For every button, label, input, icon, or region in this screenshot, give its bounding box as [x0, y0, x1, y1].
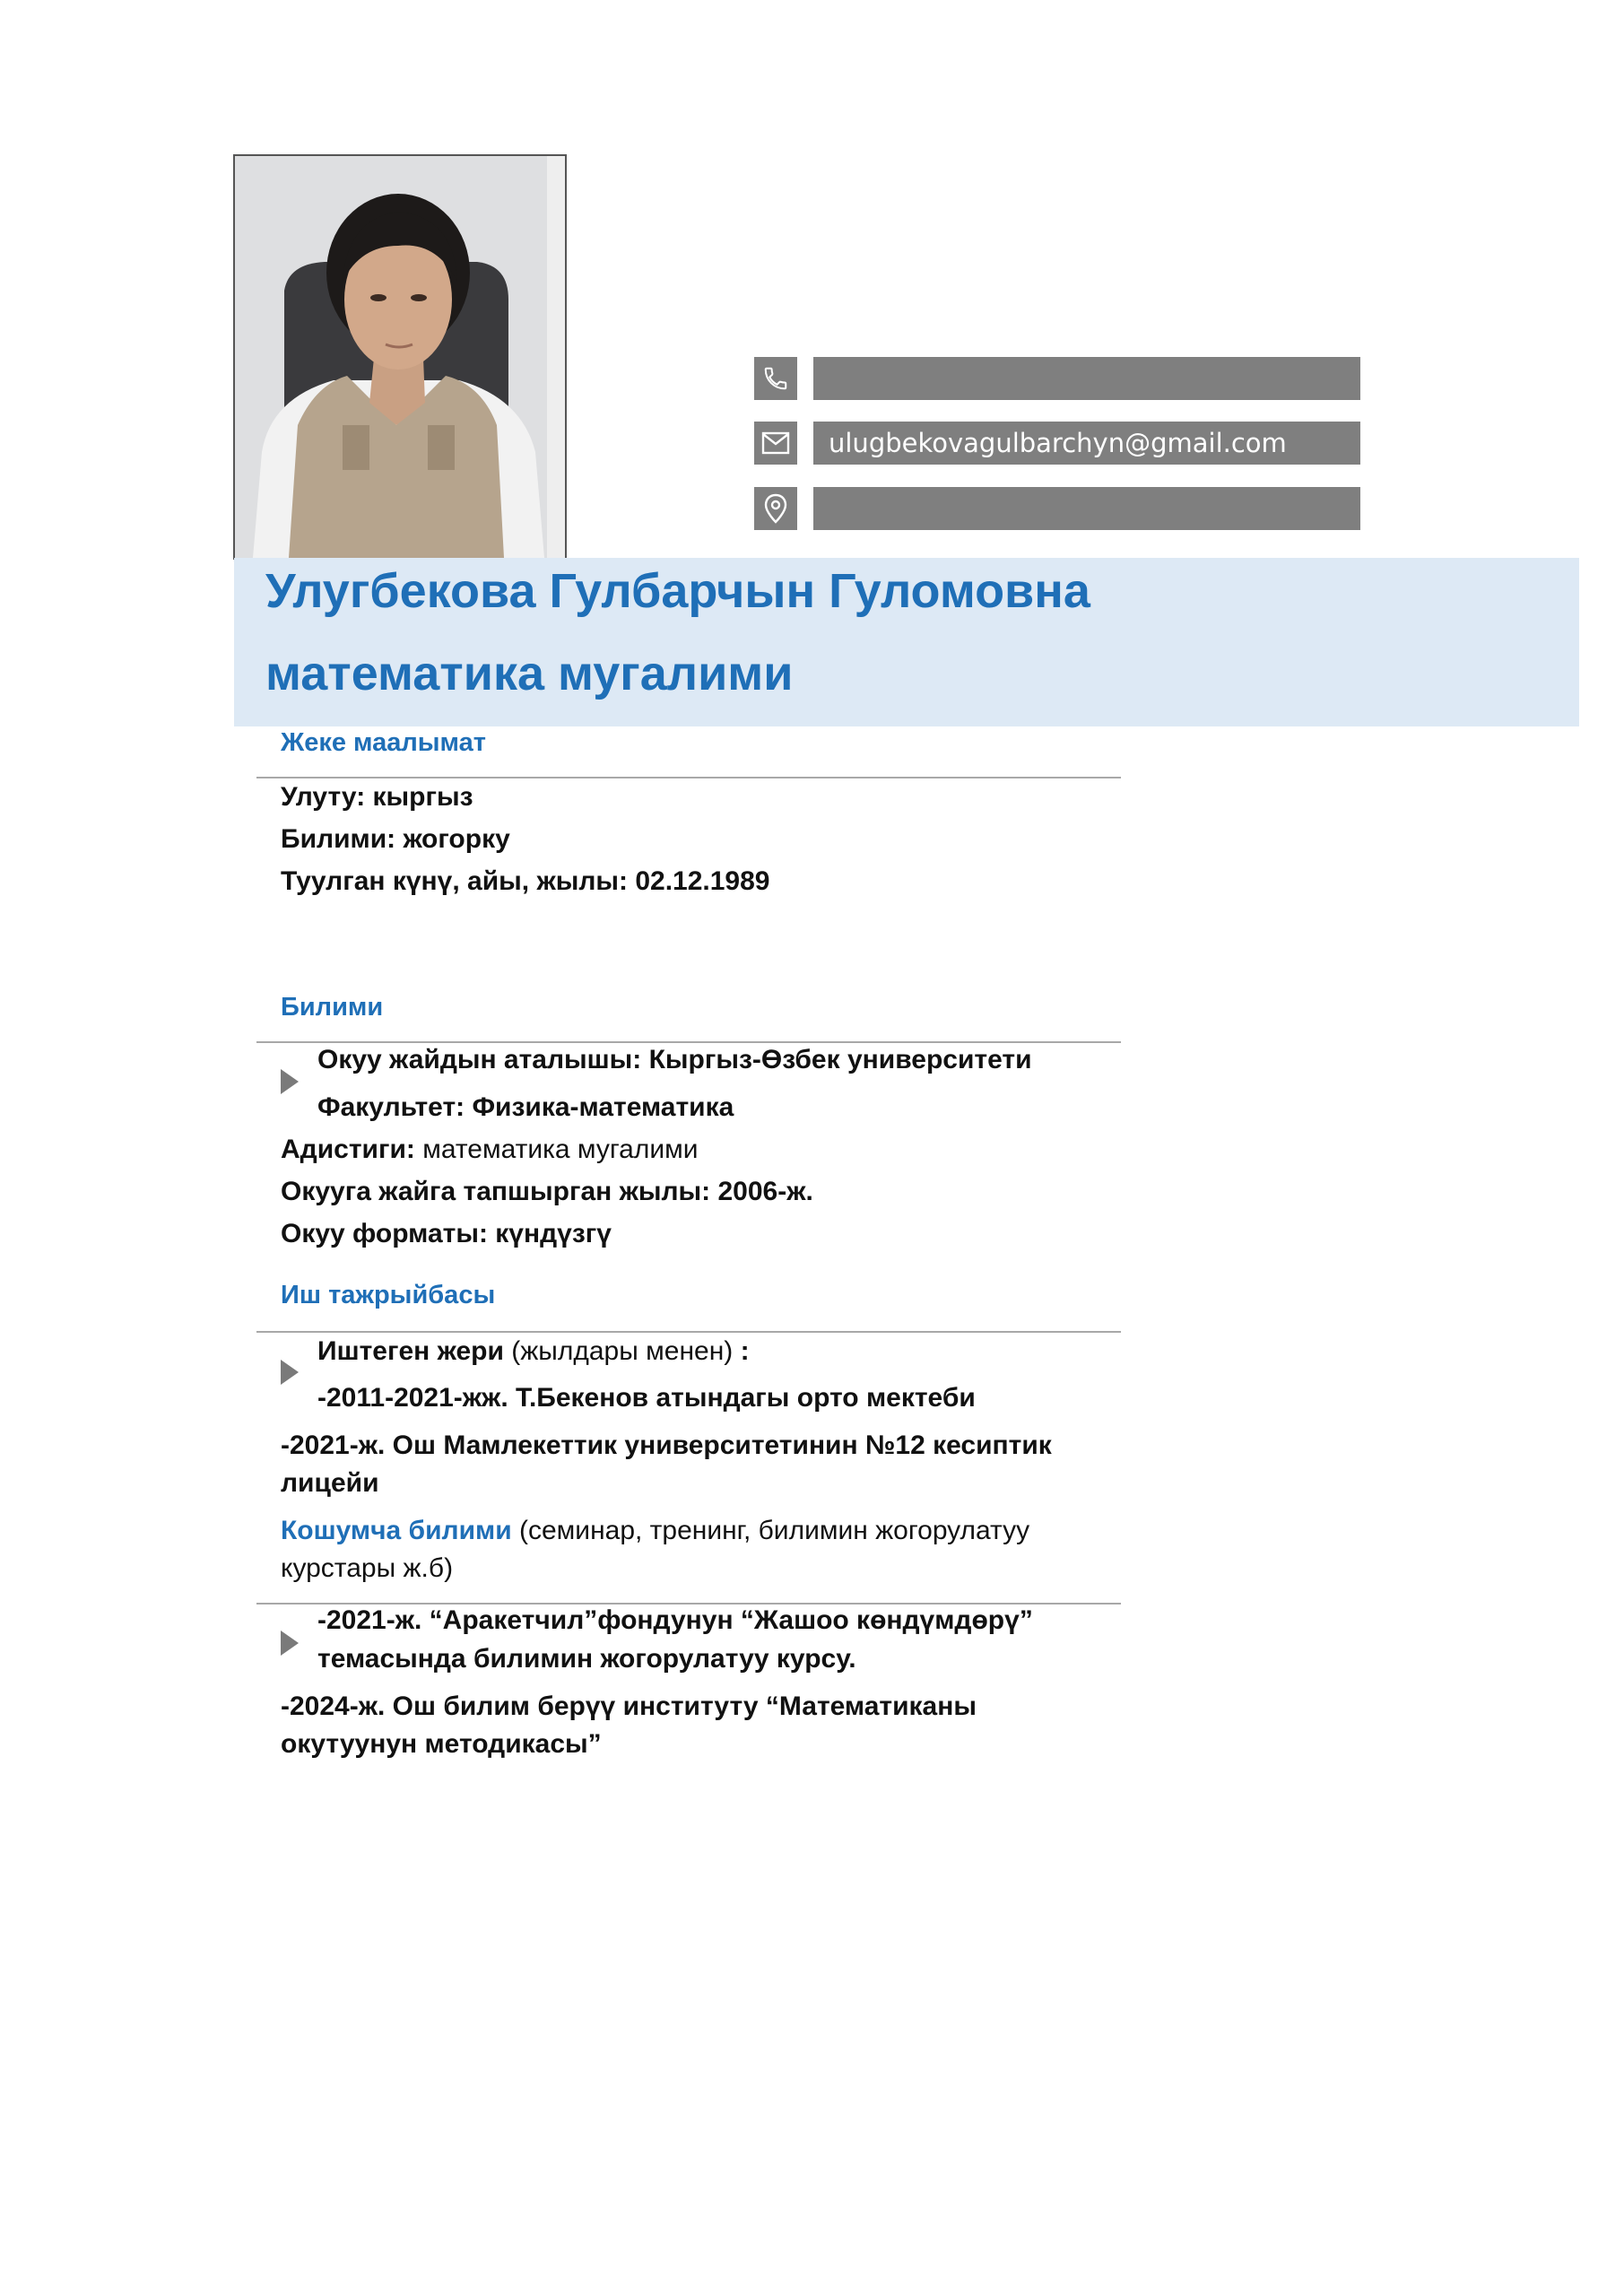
personal-line: Туулган күнү, айы, жылы: 02.12.1989	[281, 866, 770, 896]
section-extra-title: Кошумча билими	[281, 1516, 512, 1545]
experience-item: -2021-ж. Ош Мамлекеттик университетинин №12 кесиптик	[281, 1431, 1052, 1460]
experience-item-cont: лицейи	[281, 1468, 379, 1498]
section-extra-note-cont: курстары ж.б)	[281, 1553, 454, 1583]
education-enroll-year: Окууга жайга тапшырган жылы: 2006-ж.	[281, 1177, 813, 1206]
section-experience-title: Иш тажрыйбасы	[281, 1281, 496, 1309]
section-personal-title: Жеке маалымат	[281, 728, 486, 757]
education-format: Окуу форматы: күндүзгү	[281, 1219, 612, 1248]
section-education-title: Билими	[281, 993, 384, 1022]
section-divider	[256, 1041, 1121, 1043]
phone-field	[813, 357, 1360, 400]
section-extra-note: (семинар, тренинг, билимин жогорулатуу	[511, 1516, 1030, 1545]
job-title: математика мугалими	[265, 647, 794, 700]
specialty-value: математика мугалими	[414, 1135, 699, 1164]
section-extra-heading	[281, 1516, 1029, 1546]
education-school: Окуу жайдын аталышы: Кыргыз-Өзбек университети	[317, 1045, 1032, 1074]
experience-intro-note: (жылдары менен)	[503, 1336, 741, 1366]
experience-intro	[317, 1336, 750, 1367]
extra-item: -2021-ж. “Аракетчил”фондунун “Жашоо көндүмдөрү”	[317, 1605, 1033, 1635]
bullet-triangle-icon	[281, 1360, 299, 1385]
extra-item-cont: темасында билимин жогорулатуу курсу.	[317, 1644, 856, 1674]
experience-intro-label: Иштеген жери	[317, 1336, 504, 1366]
bullet-triangle-icon	[281, 1631, 299, 1656]
personal-line: Улуту: кыргыз	[281, 782, 473, 812]
education-specialty	[281, 1135, 699, 1165]
extra-item-cont: окутуунун методикасы”	[281, 1729, 602, 1759]
phone-icon	[754, 357, 797, 400]
extra-item: -2024-ж. Ош билим берүү институту “Математиканы	[281, 1692, 977, 1721]
full-name: Улугбекова Гулбарчын Гуломовна	[265, 564, 1090, 618]
education-faculty: Факультет: Физика-математика	[317, 1092, 734, 1122]
experience-intro-colon: :	[740, 1336, 750, 1366]
section-divider	[256, 1603, 1121, 1605]
location-pin-icon	[754, 487, 797, 530]
email-field: ulugbekovagulbarchyn@gmail.com	[813, 422, 1360, 465]
experience-item: -2011-2021-жж. Т.Бекенов атындагы орто мектеби	[317, 1383, 976, 1413]
section-divider	[256, 777, 1121, 778]
bullet-triangle-icon	[281, 1069, 299, 1094]
specialty-label: Адистиги:	[281, 1135, 415, 1164]
personal-line: Билими: жогорку	[281, 824, 510, 854]
section-divider	[256, 1331, 1121, 1333]
address-field	[813, 487, 1360, 530]
mail-icon	[754, 422, 797, 465]
profile-photo	[233, 154, 567, 560]
